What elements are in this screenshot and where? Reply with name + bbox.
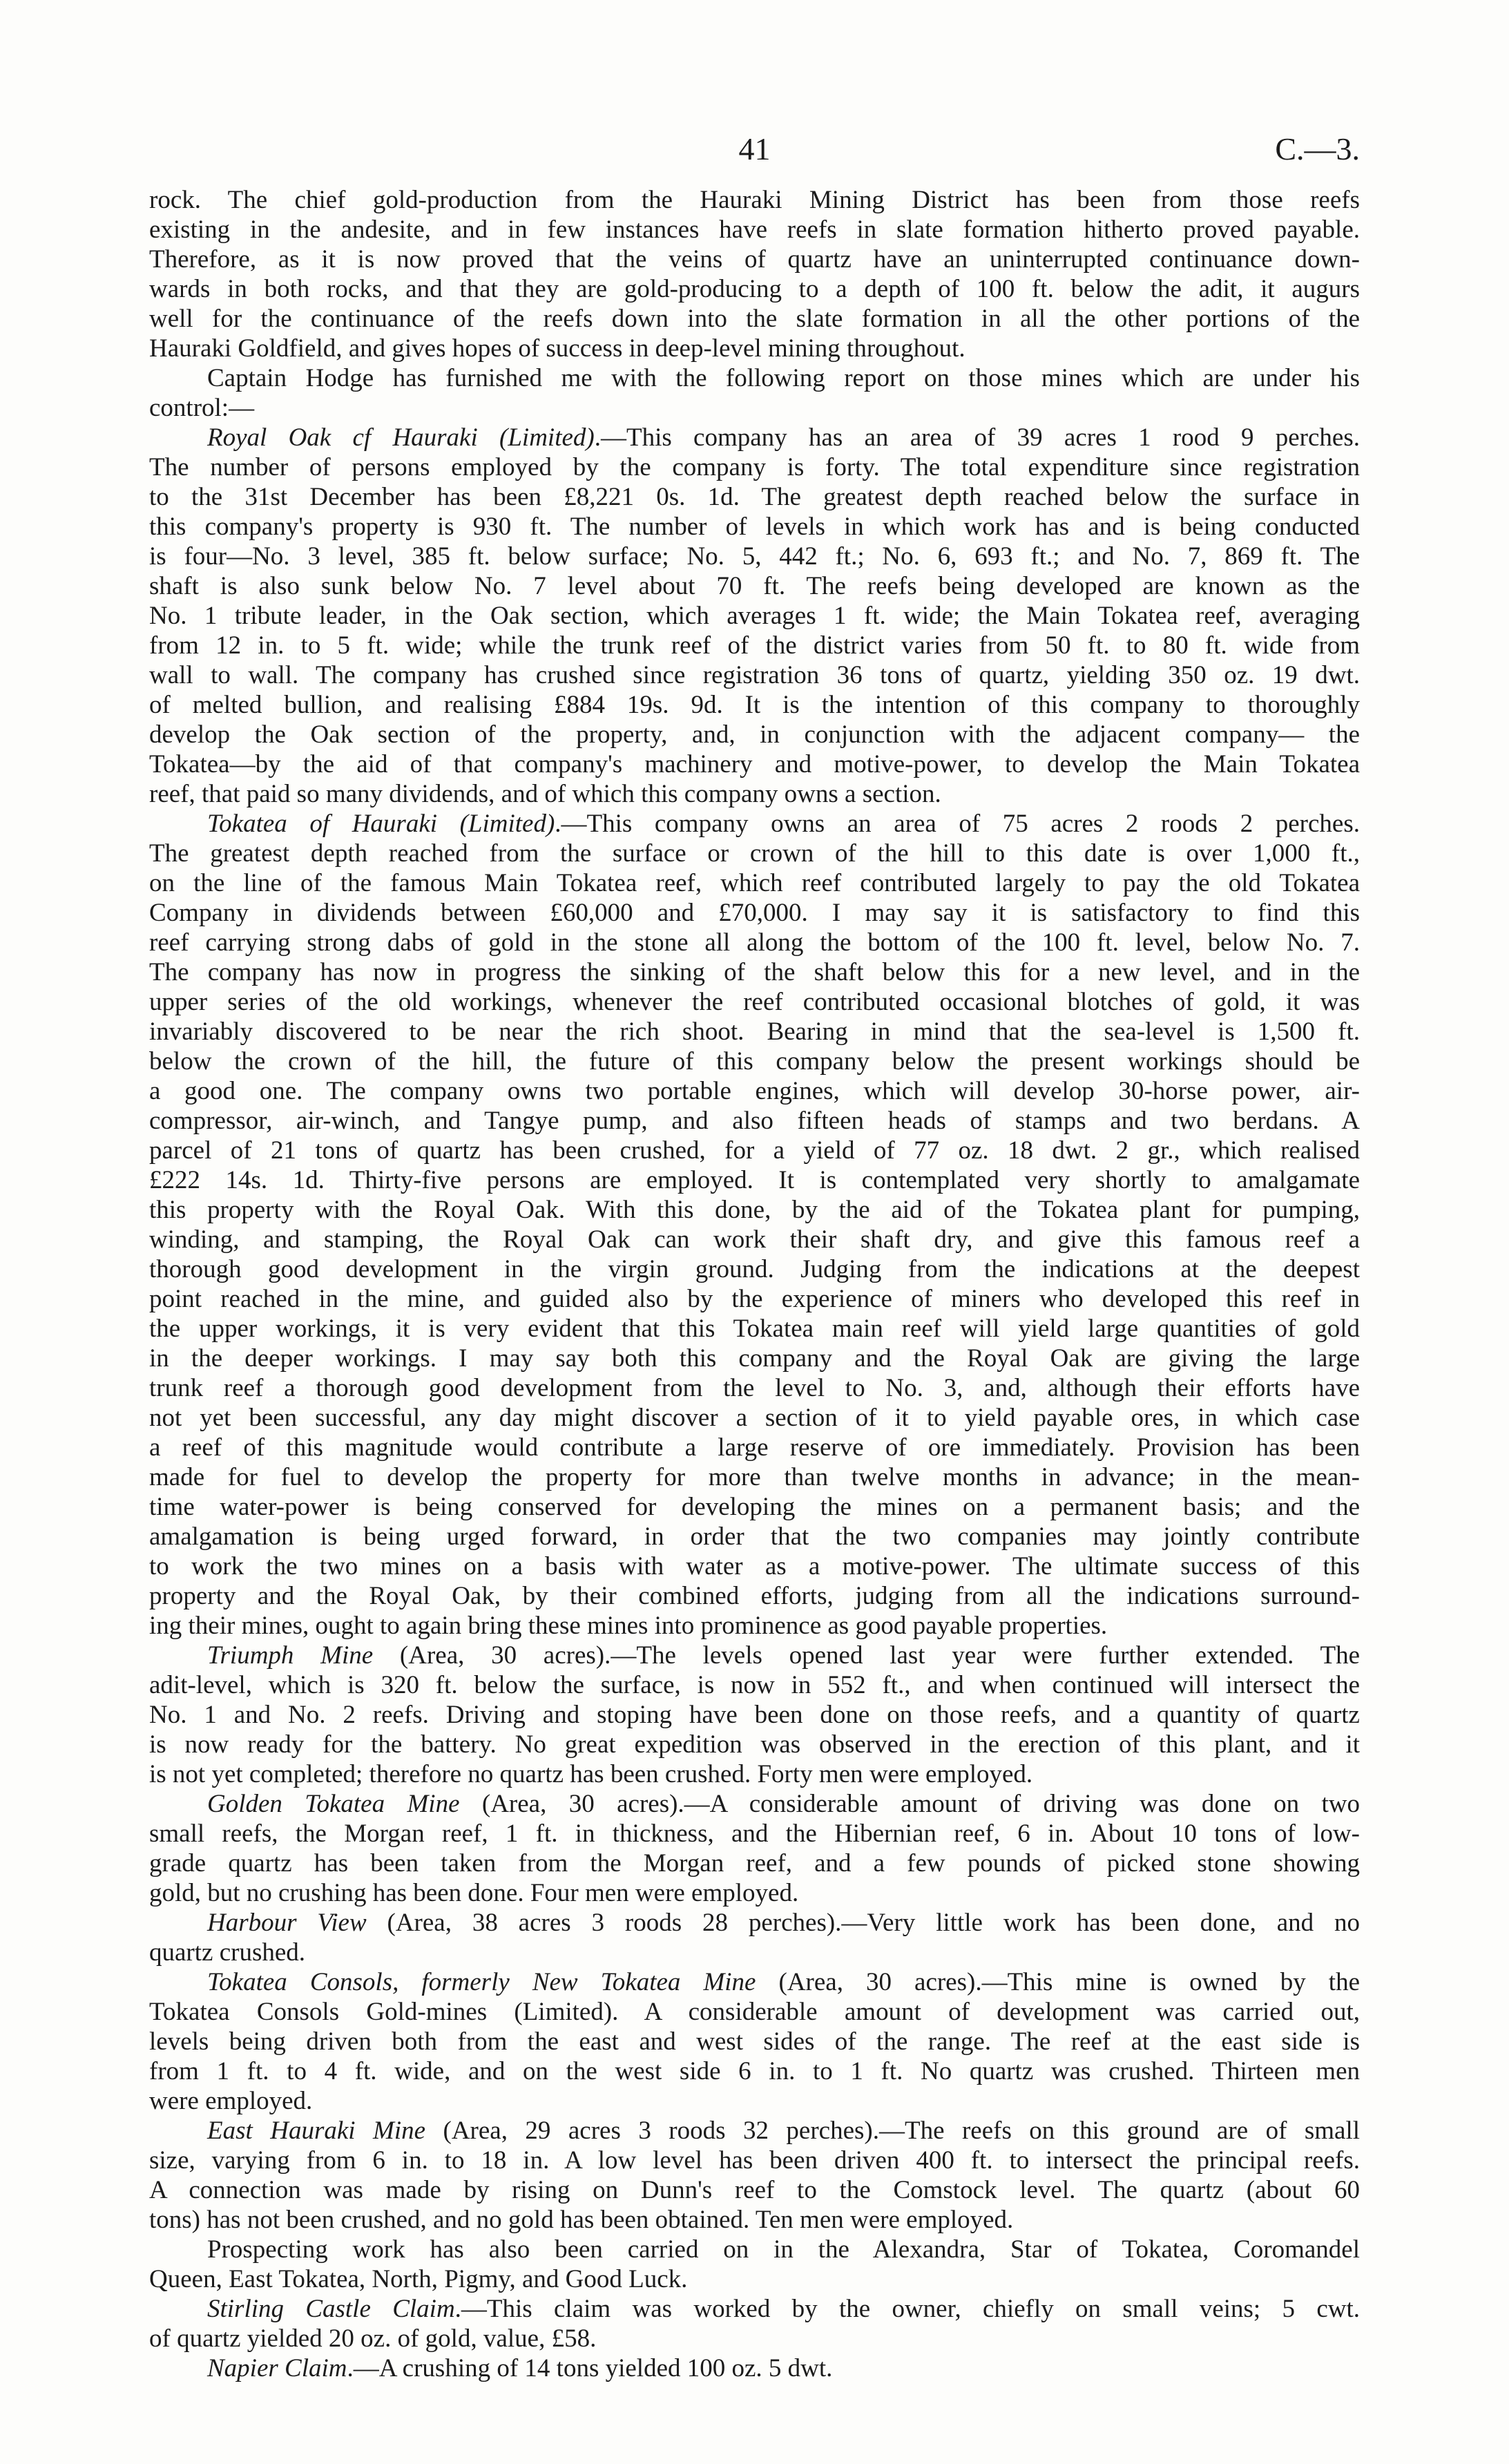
line-content bbox=[149, 215, 1360, 245]
line-text: rock. The chief gold-production from the Hauraki Mining District has been from those reefs bbox=[149, 186, 1360, 214]
paragraph-title: Tokatea of Hauraki (Limited) bbox=[207, 810, 555, 838]
line-text: not yet been successful, any day might discover a section of it to yield payable ores, in which case bbox=[149, 1404, 1360, 1432]
line-content bbox=[149, 482, 1360, 512]
line-text: shaft is also sunk below No. 7 level about 70 ft. The reefs being developed are known as the bbox=[149, 572, 1360, 600]
line-text: winding, and stamping, the Royal Oak can work their shaft dry, and give this famous reef a bbox=[149, 1225, 1360, 1254]
paragraph-title: Harbour View bbox=[207, 1909, 367, 1937]
line-text: reef carrying strong dabs of gold in the stone all along the bottom of the 100 ft. level, below No. 7. bbox=[149, 928, 1360, 957]
paragraph-title: Stirling Castle Claim bbox=[207, 2295, 455, 2323]
text-line bbox=[149, 1403, 1360, 1433]
document-reference: C.—3. bbox=[1275, 131, 1360, 166]
text-line bbox=[149, 2086, 1360, 2116]
text-line bbox=[149, 571, 1360, 601]
text-line bbox=[149, 1789, 1360, 1819]
line-text: levels being driven both from the east and west sides of the range. The reef at the east side is bbox=[149, 2027, 1360, 2056]
line-content bbox=[149, 868, 1360, 898]
line-content bbox=[149, 1997, 1360, 2027]
line-text: size, varying from 6 in. to 18 in. A low level has been driven 400 ft. to intersect the principal reefs. bbox=[149, 2146, 1360, 2175]
text-line bbox=[149, 2264, 1360, 2294]
text-line bbox=[149, 1819, 1360, 1849]
line-text: is now ready for the battery. No great expedition was observed in the erection of this plant, and it bbox=[149, 1730, 1360, 1759]
line-content bbox=[149, 2324, 596, 2353]
line-content bbox=[149, 1195, 1360, 1225]
line-content bbox=[149, 245, 1360, 274]
line-content bbox=[149, 1611, 1107, 1641]
text-line bbox=[149, 423, 1360, 452]
text-line bbox=[149, 839, 1360, 868]
line-text: below the crown of the hill, the future of this company below the present workings should be bbox=[149, 1047, 1360, 1076]
text-line bbox=[149, 898, 1360, 928]
line-content bbox=[207, 1908, 1360, 1938]
line-text: grade quartz has been taken from the Morgan reef, and a few pounds of picked stone showing bbox=[149, 1849, 1360, 1878]
text-line bbox=[149, 1047, 1360, 1076]
line-content bbox=[149, 690, 1360, 720]
text-line bbox=[149, 1136, 1360, 1165]
text-line bbox=[149, 1433, 1360, 1462]
line-text: amalgamation is being urged forward, in order that the two companies may jointly contribute bbox=[149, 1522, 1360, 1551]
line-text: a reef of this magnitude would contribute a large reserve of ore immediately. Provision has been bbox=[149, 1433, 1360, 1462]
line-content bbox=[149, 1047, 1360, 1076]
line-content bbox=[149, 1522, 1360, 1551]
text-line bbox=[149, 1225, 1360, 1254]
paragraph bbox=[149, 363, 1360, 423]
line-content bbox=[149, 898, 1360, 928]
line-text: upper series of the old workings, whenever the reef contributed occasional blotches of gold, it was bbox=[149, 988, 1360, 1016]
text-line bbox=[149, 334, 1360, 363]
line-content bbox=[149, 1344, 1360, 1373]
line-content bbox=[149, 1819, 1360, 1849]
text-line bbox=[149, 1611, 1360, 1641]
line-text: small reefs, the Morgan reef, 1 ft. in thickness, and the Hibernian reef, 6 in. About 10 tons of low- bbox=[149, 1820, 1360, 1848]
text-line bbox=[149, 1254, 1360, 1284]
paragraph bbox=[149, 2294, 1360, 2353]
text-line bbox=[149, 1641, 1360, 1670]
paragraph bbox=[149, 423, 1360, 809]
line-content bbox=[149, 2205, 1013, 2235]
text-line bbox=[149, 720, 1360, 749]
text-line bbox=[149, 601, 1360, 631]
text-line bbox=[149, 1314, 1360, 1344]
line-text: point reached in the mine, and guided also by the experience of miners who developed this reef in bbox=[149, 1285, 1360, 1313]
line-content bbox=[149, 1551, 1360, 1581]
page-number: 41 bbox=[738, 131, 771, 166]
line-content bbox=[207, 2235, 1360, 2264]
line-content bbox=[149, 1254, 1360, 1284]
line-text: invariably discovered to be near the rich shoot. Bearing in mind that the sea-level is 1,500 ft. bbox=[149, 1018, 1360, 1046]
line-content bbox=[149, 1284, 1360, 1314]
line-text: (Area, 38 acres 3 roods 28 perches).—Very little work has been done, and no bbox=[366, 1909, 1360, 1937]
line-text: gold, but no crushing has been done. Four men were employed. bbox=[149, 1879, 799, 1907]
line-content bbox=[149, 1759, 1032, 1789]
text-line bbox=[149, 1462, 1360, 1492]
line-text: No. 1 and No. 2 reefs. Driving and stoping have been done on those reefs, and a quantity of quartz bbox=[149, 1701, 1360, 1729]
text-line bbox=[149, 1344, 1360, 1373]
line-text: .—This company has an area of 39 acres 1 rood 9 perches. bbox=[594, 423, 1360, 452]
line-text: tons) has not been crushed, and no gold has been obtained. Ten men were employed. bbox=[149, 2206, 1014, 2234]
line-content bbox=[149, 987, 1360, 1017]
paragraph-title: Triumph Mine bbox=[207, 1641, 374, 1670]
line-content bbox=[149, 1106, 1360, 1136]
text-line bbox=[149, 1759, 1360, 1789]
text-line bbox=[149, 542, 1360, 571]
text-line bbox=[149, 1017, 1360, 1047]
text-line bbox=[149, 2294, 1360, 2324]
paragraph bbox=[149, 2116, 1360, 2235]
line-content bbox=[149, 2175, 1360, 2205]
line-text: wards in both rocks, and that they are gold-producing to a depth of 100 ft. below the adit, it augurs bbox=[149, 275, 1360, 303]
text-line bbox=[149, 779, 1360, 809]
text-line bbox=[149, 2116, 1360, 2146]
line-content bbox=[149, 2146, 1360, 2175]
paragraph bbox=[149, 2235, 1360, 2294]
line-content bbox=[149, 2086, 312, 2116]
line-text: quartz crushed. bbox=[149, 1938, 306, 1967]
line-text: adit-level, which is 320 ft. below the surface, is now in 552 ft., and when continued will intersect the bbox=[149, 1671, 1360, 1699]
line-content bbox=[149, 1225, 1360, 1254]
line-text: No. 1 tribute leader, in the Oak section, which averages 1 ft. wide; the Main Tokatea reef, averaging bbox=[149, 602, 1360, 630]
line-text: A connection was made by rising on Dunn's reef to the Comstock level. The quartz (about 60 bbox=[149, 2176, 1360, 2204]
line-content bbox=[149, 1700, 1360, 1730]
text-line bbox=[149, 363, 1360, 393]
line-text: .—This claim was worked by the owner, chiefly on small veins; 5 cwt. bbox=[454, 2295, 1361, 2323]
line-text: the upper workings, it is very evident that this Tokatea main reef will yield large quantities of gold bbox=[149, 1315, 1360, 1343]
line-content bbox=[149, 512, 1360, 542]
line-text: Tokatea Consols Gold-mines (Limited). A considerable amount of development was carried out, bbox=[149, 1998, 1360, 2026]
line-text: existing in the andesite, and in few instances have reefs in slate formation hitherto proved payable. bbox=[149, 216, 1360, 244]
line-text: in the deeper workings. I may say both this company and the Royal Oak are giving the large bbox=[149, 1344, 1360, 1373]
text-line bbox=[149, 185, 1360, 215]
line-text: The greatest depth reached from the surface or crown of the hill to this date is over 1,000 ft., bbox=[149, 839, 1360, 868]
line-text: develop the Oak section of the property, and, in conjunction with the adjacent company— the bbox=[149, 720, 1360, 749]
line-text: from 12 in. to 5 ft. wide; while the trunk reef of the district varies from 50 ft. to 80 ft. wide from bbox=[149, 631, 1360, 660]
line-content bbox=[149, 393, 254, 423]
line-text: Hauraki Goldfield, and gives hopes of success in deep-level mining throughout. bbox=[149, 334, 965, 363]
line-text: (Area, 30 acres).—This mine is owned by the bbox=[756, 1968, 1360, 1996]
line-content bbox=[149, 839, 1360, 868]
line-content bbox=[149, 1314, 1360, 1344]
text-line bbox=[149, 631, 1360, 660]
line-content bbox=[149, 452, 1360, 482]
line-content bbox=[149, 2056, 1360, 2086]
line-content bbox=[149, 660, 1360, 690]
text-line bbox=[149, 2146, 1360, 2175]
line-content bbox=[149, 1730, 1360, 1759]
line-text: made for fuel to develop the property for more than twelve months in advance; in the mean- bbox=[149, 1463, 1360, 1491]
line-text: trunk reef a thorough good development from the level to No. 3, and, although their efforts have bbox=[149, 1374, 1360, 1402]
line-content bbox=[149, 1403, 1360, 1433]
text-line bbox=[149, 512, 1360, 542]
line-text: is four—No. 3 level, 385 ft. below surface; No. 5, 442 ft.; No. 6, 693 ft.; and No. 7, 869 ft. The bbox=[149, 542, 1360, 571]
line-text: (Area, 30 acres).—The levels opened last year were further extended. The bbox=[373, 1641, 1360, 1670]
line-text: Captain Hodge has furnished me with the following report on those mines which are under his bbox=[207, 364, 1360, 392]
text-line bbox=[149, 1581, 1360, 1611]
line-text: (Area, 29 acres 3 roods 32 perches).—The reefs on this ground are of small bbox=[425, 2117, 1361, 2145]
text-line bbox=[149, 2353, 1360, 2383]
line-content bbox=[149, 720, 1360, 749]
text-line bbox=[149, 1284, 1360, 1314]
line-text: parcel of 21 tons of quartz has been crushed, for a yield of 77 oz. 18 dwt. 2 gr., which realised bbox=[149, 1136, 1360, 1165]
text-line bbox=[149, 1967, 1360, 1997]
line-content bbox=[149, 1433, 1360, 1462]
line-content bbox=[207, 1641, 1360, 1670]
text-line bbox=[149, 482, 1360, 512]
line-text: Company in dividends between £60,000 and £70,000. I may say it is satisfactory to find this bbox=[149, 899, 1360, 927]
text-line bbox=[149, 2056, 1360, 2086]
line-text: Prospecting work has also been carried on in the Alexandra, Star of Tokatea, Coromandel bbox=[207, 2235, 1360, 2264]
line-content bbox=[149, 601, 1360, 631]
text-line bbox=[149, 1076, 1360, 1106]
line-content bbox=[149, 2027, 1360, 2056]
line-content bbox=[149, 185, 1360, 215]
line-text: were employed. bbox=[149, 2087, 313, 2115]
paragraph bbox=[149, 1967, 1360, 2116]
line-content bbox=[149, 1462, 1360, 1492]
line-content bbox=[149, 542, 1360, 571]
text-line bbox=[149, 274, 1360, 304]
text-line bbox=[149, 2027, 1360, 2056]
line-content bbox=[149, 1165, 1360, 1195]
text-line bbox=[149, 1700, 1360, 1730]
paragraph bbox=[149, 809, 1360, 1641]
text-line bbox=[149, 1492, 1360, 1522]
line-text: to the 31st December has been £8,221 0s. 1d. The greatest depth reached below the surface in bbox=[149, 483, 1360, 511]
line-content bbox=[207, 423, 1360, 452]
paragraph bbox=[149, 2353, 1360, 2383]
line-text: compressor, air-winch, and Tangye pump, and also fifteen heads of stamps and two berdans. A bbox=[149, 1107, 1360, 1135]
line-content bbox=[149, 928, 1360, 957]
text-line bbox=[149, 1373, 1360, 1403]
line-text: a good one. The company owns two portable engines, which will develop 30-horse power, air- bbox=[149, 1077, 1360, 1105]
text-line bbox=[149, 749, 1360, 779]
line-content bbox=[149, 779, 941, 809]
line-text: wall to wall. The company has crushed since registration 36 tons of quartz, yielding 350 oz. 19 dwt. bbox=[149, 661, 1360, 689]
line-text: reef, that paid so many dividends, and of which this company owns a section. bbox=[149, 780, 941, 808]
text-line bbox=[149, 393, 1360, 423]
paragraph-title: Golden Tokatea Mine bbox=[207, 1790, 460, 1818]
line-text: The number of persons employed by the company is forty. The total expenditure since registration bbox=[149, 453, 1360, 481]
text-line bbox=[149, 1849, 1360, 1878]
report-body bbox=[149, 185, 1360, 2383]
line-content bbox=[149, 1581, 1360, 1611]
text-line bbox=[149, 1938, 1360, 1967]
line-text: (Area, 30 acres).—A considerable amount of driving was done on two bbox=[459, 1790, 1360, 1818]
line-text: Tokatea—by the aid of that company's machinery and motive-power, to develop the Main Tokatea bbox=[149, 750, 1360, 779]
text-line bbox=[149, 304, 1360, 334]
text-line bbox=[149, 868, 1360, 898]
line-content bbox=[207, 1789, 1360, 1819]
text-line bbox=[149, 957, 1360, 987]
line-content bbox=[149, 1670, 1360, 1700]
line-text: is not yet completed; therefore no quartz has been crushed. Forty men were employed. bbox=[149, 1760, 1033, 1788]
paragraph bbox=[149, 1789, 1360, 1908]
text-line bbox=[149, 1730, 1360, 1759]
text-line bbox=[149, 452, 1360, 482]
line-content bbox=[149, 1492, 1360, 1522]
text-line bbox=[149, 2324, 1360, 2353]
line-text: Queen, East Tokatea, North, Pigmy, and Good Luck. bbox=[149, 2265, 688, 2293]
text-line bbox=[149, 1997, 1360, 2027]
page-header bbox=[149, 130, 1360, 169]
line-content bbox=[149, 1878, 798, 1908]
text-line bbox=[149, 928, 1360, 957]
line-content bbox=[149, 2264, 687, 2294]
text-line bbox=[149, 2205, 1360, 2235]
line-text: to work the two mines on a basis with water as a motive-power. The ultimate success of this bbox=[149, 1552, 1360, 1580]
line-content bbox=[207, 2116, 1360, 2146]
line-content bbox=[149, 631, 1360, 660]
line-text: property and the Royal Oak, by their combined efforts, judging from all the indications surround- bbox=[149, 1582, 1360, 1610]
text-line bbox=[149, 1551, 1360, 1581]
line-content bbox=[149, 274, 1360, 304]
line-content bbox=[149, 749, 1360, 779]
text-line bbox=[149, 987, 1360, 1017]
paragraph-title: Tokatea Consols, formerly New Tokatea Mine bbox=[207, 1968, 756, 1996]
line-text: thorough good development in the virgin ground. Judging from the indications at the deepest bbox=[149, 1255, 1360, 1283]
line-content bbox=[149, 334, 965, 363]
paragraph-title: Royal Oak cf Hauraki (Limited) bbox=[207, 423, 595, 452]
text-line bbox=[149, 245, 1360, 274]
line-text: time water-power is being conserved for developing the mines on a permanent basis; and the bbox=[149, 1493, 1360, 1521]
line-content bbox=[207, 809, 1360, 839]
paragraph bbox=[149, 1641, 1360, 1789]
line-content bbox=[207, 2353, 832, 2383]
text-line bbox=[149, 2175, 1360, 2205]
line-content bbox=[149, 1017, 1360, 1047]
line-text: .—A crushing of 14 tons yielded 100 oz. 5 dwt. bbox=[347, 2354, 833, 2382]
line-content bbox=[149, 571, 1360, 601]
text-line bbox=[149, 1522, 1360, 1551]
text-line bbox=[149, 660, 1360, 690]
text-line bbox=[149, 2235, 1360, 2264]
line-text: control:— bbox=[149, 394, 255, 422]
line-text: ing their mines, ought to again bring these mines into prominence as good payable properties. bbox=[149, 1612, 1108, 1640]
line-content bbox=[149, 1076, 1360, 1106]
line-text: on the line of the famous Main Tokatea reef, which reef contributed largely to pay the old Tokatea bbox=[149, 869, 1360, 897]
line-content bbox=[207, 2294, 1360, 2324]
line-content bbox=[207, 1967, 1360, 1997]
line-content bbox=[149, 304, 1360, 334]
line-text: Therefore, as it is now proved that the veins of quartz have an uninterrupted continuance down- bbox=[149, 245, 1360, 274]
line-text: this company's property is 930 ft. The number of levels in which work has and is being conducted bbox=[149, 513, 1360, 541]
line-content bbox=[149, 1938, 305, 1967]
text-line bbox=[149, 1670, 1360, 1700]
text-line bbox=[149, 690, 1360, 720]
text-line bbox=[149, 1908, 1360, 1938]
paragraph-title: Napier Claim bbox=[207, 2354, 347, 2382]
line-text: .—This company owns an area of 75 acres 2 roods 2 perches. bbox=[555, 810, 1360, 838]
text-line bbox=[149, 809, 1360, 839]
line-content bbox=[149, 1136, 1360, 1165]
paragraph bbox=[149, 185, 1360, 363]
line-text: this property with the Royal Oak. With this done, by the aid of the Tokatea plant for pumping, bbox=[149, 1196, 1360, 1224]
paragraph bbox=[149, 1908, 1360, 1967]
text-line bbox=[149, 1106, 1360, 1136]
line-text: from 1 ft. to 4 ft. wide, and on the west side 6 in. to 1 ft. No quartz was crushed. Thirteen men bbox=[149, 2057, 1360, 2085]
line-content bbox=[207, 363, 1360, 393]
line-text: The company has now in progress the sinking of the shaft below this for a new level, and in the bbox=[149, 958, 1360, 986]
text-line bbox=[149, 1195, 1360, 1225]
line-text: of quartz yielded 20 oz. of gold, value, £58. bbox=[149, 2324, 597, 2353]
line-text: £222 14s. 1d. Thirty-five persons are employed. It is contemplated very shortly to amalgamate bbox=[149, 1166, 1360, 1194]
text-line bbox=[149, 1165, 1360, 1195]
line-text: of melted bullion, and realising £884 19s. 9d. It is the intention of this company to thoroughly bbox=[149, 691, 1360, 719]
line-content bbox=[149, 1849, 1360, 1878]
line-text: well for the continuance of the reefs down into the slate formation in all the other portions of the bbox=[149, 305, 1360, 333]
text-line bbox=[149, 215, 1360, 245]
paragraph-title: East Hauraki Mine bbox=[207, 2117, 426, 2145]
line-content bbox=[149, 957, 1360, 987]
line-content bbox=[149, 1373, 1360, 1403]
text-line bbox=[149, 1878, 1360, 1908]
